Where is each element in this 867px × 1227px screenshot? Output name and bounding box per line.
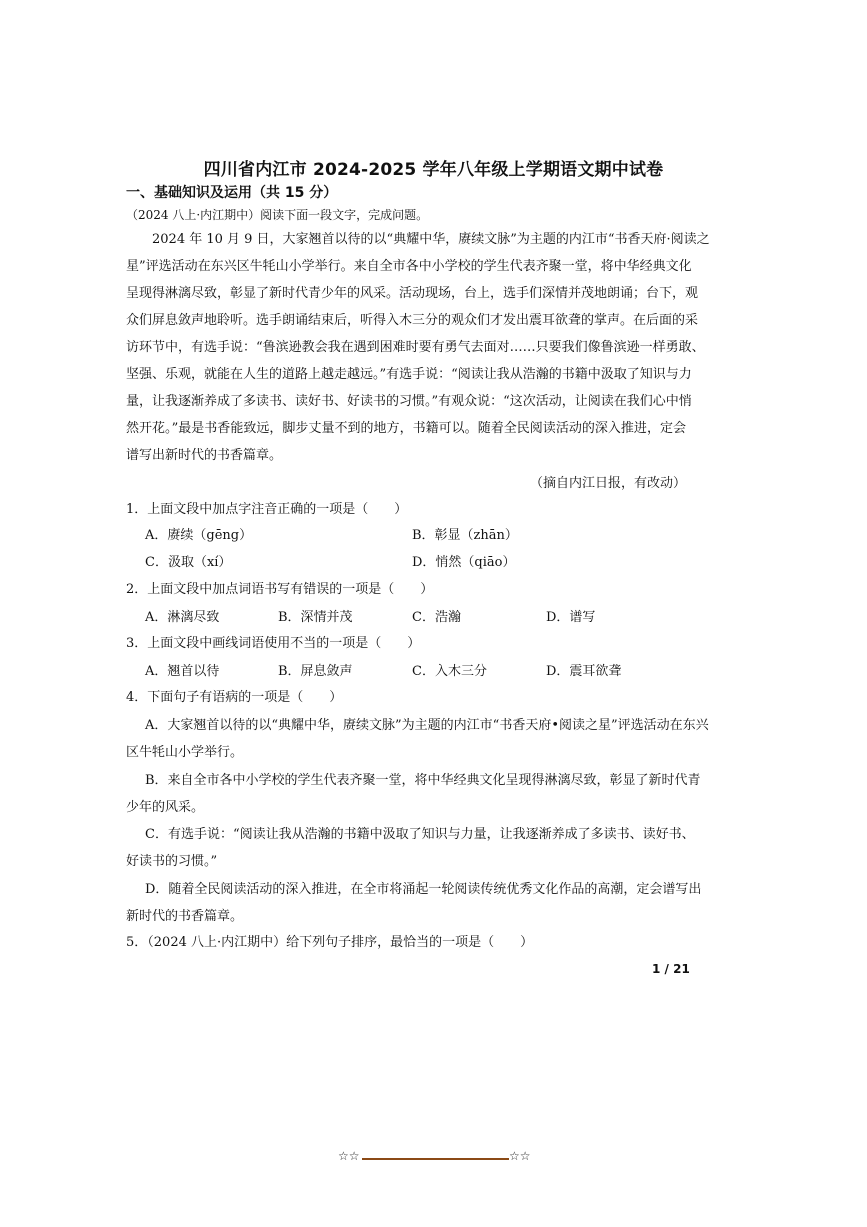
page-number: 1 / 21 — [652, 962, 690, 976]
q1-option-c[interactable]: C．汲取（xí） — [145, 555, 232, 570]
q2-option-c[interactable]: C．浩瀚 — [412, 610, 461, 625]
footer-ornament — [338, 1149, 533, 1166]
q2-option-a[interactable]: A．淋漓尽致 — [145, 610, 220, 625]
q4-option-b-cont[interactable]: 少年的风采。 — [126, 800, 205, 815]
passage-line: 星”评选活动在东兴区牛牦山小学举行。来自全市各中小学校的学生代表齐聚一堂，将中华经典文化 — [126, 259, 692, 274]
q4-option-a-cont[interactable]: 区牛牦山小学举行。 — [126, 745, 244, 760]
passage-line: 坚强、乐观，就能在人生的道路上越走越远。”有选手说：“阅读让我从浩瀚的书籍中汲取了知识与力 — [126, 367, 692, 382]
passage-source: （摘自内江日报，有改动） — [529, 476, 686, 491]
q1-option-d[interactable]: D．悄然（qiāo） — [412, 555, 516, 570]
question-4: 4．下面句子有语病的一项是（ ） — [126, 690, 343, 705]
star-icon: ☆☆ — [338, 1149, 360, 1163]
q1-option-a[interactable]: A．赓续（gēng） — [145, 528, 253, 543]
q3-option-c[interactable]: C．入木三分 — [412, 664, 487, 679]
passage-line: 呈现得淋漓尽致，彰显了新时代青少年的风采。活动现场，台上，选手们深情并茂地朗诵；台下，观 — [126, 286, 699, 301]
q4-option-d-cont[interactable]: 新时代的书香篇章。 — [126, 909, 244, 924]
section-heading: 一、基础知识及运用（共 15 分） — [126, 185, 338, 201]
q3-option-d[interactable]: D．震耳欲聋 — [546, 664, 622, 679]
q4-option-a[interactable]: A．大家翘首以待的以“典耀中华，赓续文脉”为主题的内江市“书香天府•阅读之星”评选活动在东兴 — [145, 718, 709, 733]
q3-option-b[interactable]: B．屏息敛声 — [278, 664, 353, 679]
exam-title: 四川省内江市 2024-2025 学年八年级上学期语文期中试卷 — [203, 160, 664, 180]
star-icon: ☆☆ — [509, 1149, 531, 1163]
passage-intro: （2024 八上·内江期中）阅读下面一段文字，完成问题。 — [126, 208, 429, 222]
q2-option-d[interactable]: D．谱写 — [546, 610, 596, 625]
q3-option-a[interactable]: A．翘首以待 — [145, 664, 220, 679]
q4-option-c[interactable]: C．有选手说：“阅读让我从浩瀚的书籍中汲取了知识与力量，让我逐渐养成了多读书、读好书、 — [145, 827, 695, 842]
q4-option-b[interactable]: B．来自全市各中小学校的学生代表齐聚一堂，将中华经典文化呈现得淋漓尽致，彰显了新时代青 — [145, 773, 701, 788]
q4-option-d[interactable]: D．随着全民阅读活动的深入推进，在全市将涌起一轮阅读传统优秀文化作品的高潮，定会谱写出 — [145, 882, 702, 897]
question-1: 1．上面文段中加点字注音正确的一项是（ ） — [126, 502, 408, 517]
question-2: 2．上面文段中加点词语书写有错误的一项是（ ） — [126, 582, 434, 597]
q1-option-b[interactable]: B．彰显（zhān） — [412, 528, 518, 543]
passage-line: 谱写出新时代的书香篇章。 — [126, 448, 283, 463]
question-5: 5．（2024 八上·内江期中）给下列句子排序，最恰当的一项是（ ） — [126, 935, 534, 950]
q2-option-b[interactable]: B．深情并茂 — [278, 610, 353, 625]
passage-line: 众们屏息敛声地聆听。选手朗诵结束后，听得入木三分的观众们才发出震耳欲聋的掌声。在后面的采 — [126, 313, 699, 328]
passage-line: 访环节中，有选手说：“鲁滨逊教会我在遇到困难时要有勇气去面对……只要我们像鲁滨逊一样勇敢、 — [126, 340, 705, 355]
passage-line: 然开花。”最是书香能致远，脚步丈量不到的地方，书籍可以。随着全民阅读活动的深入推进，定会 — [126, 421, 686, 436]
passage-line: 2024 年 10 月 9 日，大家翘首以待的以“典耀中华，赓续文脉”为主题的内江市“书香天府·阅读之 — [152, 232, 710, 247]
passage-line: 量，让我逐渐养成了多读书、读好书、好读书的习惯。”有观众说：“这次活动，让阅读在我们心中悄 — [126, 394, 692, 409]
footer-rule — [362, 1158, 509, 1160]
q4-option-c-cont[interactable]: 好读书的习惯。” — [126, 854, 218, 869]
question-3: 3．上面文段中画线词语使用不当的一项是（ ） — [126, 636, 421, 651]
